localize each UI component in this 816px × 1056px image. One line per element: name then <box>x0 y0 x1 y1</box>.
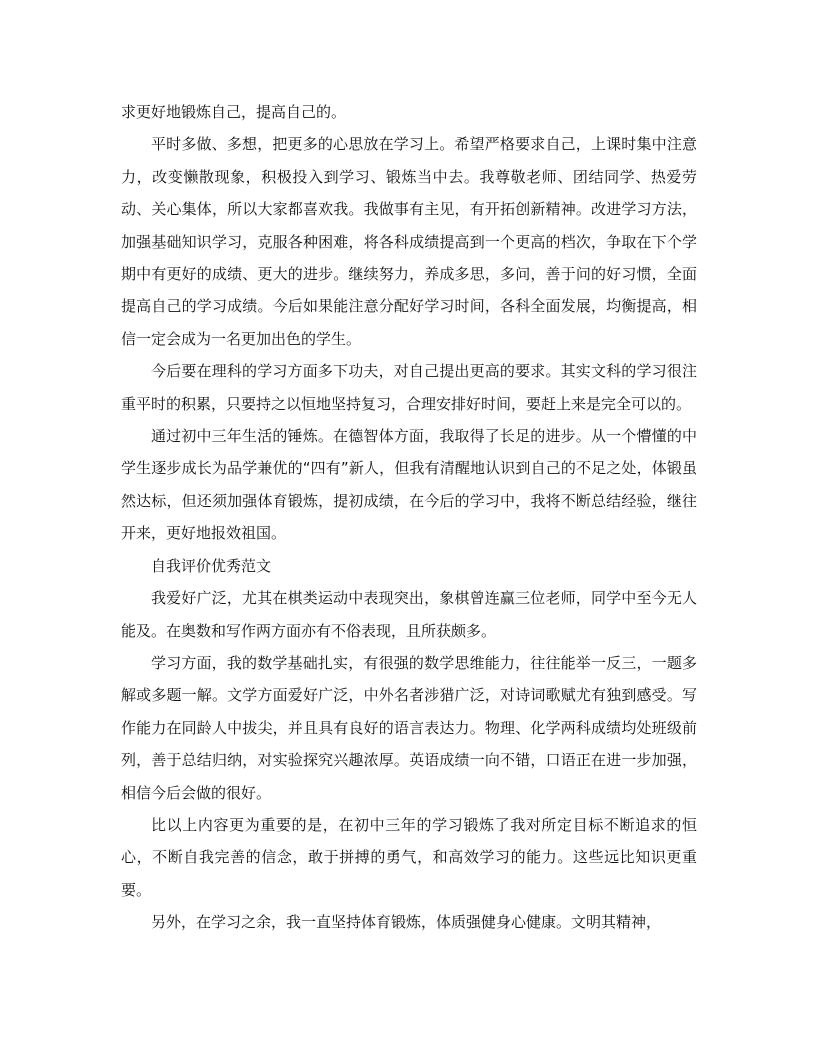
paragraph-perseverance: 比以上内容更为重要的是，在初中三年的学习锻炼了我对所定目标不断追求的恒心，不断自我完善的信念，敢于拼搏的勇气，和高效学习的能力。这些远比知识更重要。 <box>121 815 697 899</box>
section-heading: 自我评价优秀范文 <box>151 556 272 575</box>
paragraph-sports: 另外，在学习之余，我一直坚持体育锻炼，体质强健身心健康。文明其精神， <box>151 913 662 932</box>
paragraph-science-study: 今后要在理科的学习方面多下功夫，对自己提出更高的要求。其实文科的学习很注重平时的积累，只要持之以恒地坚持复习，合理安排好时间，要赶上来是完全可以的。 <box>121 362 697 413</box>
paragraph-academics: 学习方面，我的数学基础扎实，有很强的数学思维能力，往往能举一反三，一题多解或多题一解。文学方面爱好广泛，中外名者涉猎广泛，对诗词歌赋尤有独到感受。写作能力在同龄人中拔尖，并且具有良好的语言表达力。物理、化学两科成绩均处班级前列，善于总结归纳，对实验探究兴趣浓厚。英语成绩一向不错，口语正在进一步加强，相信今后会做的很好。 <box>121 653 697 802</box>
paragraph-study-attitude: 平时多做、多想，把更多的心思放在学习上。希望严格要求自己，上课时集中注意力，改变懒散现象，积极投入到学习、锻炼当中去。我尊敬老师、团结同学、热爱劳动、关心集体，所以大家都喜欢我。我做事有主见，有开拓创新精神。改进学习方法，加强基础知识学习，克服各种困难，将各科成绩提高到一个更高的档次，争取在下个学期中有更好的成绩、更大的进步。继续努力，养成多思，多问，善于问的好习惯，全面提高自己的学习成绩。今后如果能注意分配好学习时间，各科全面发展，均衡提高，相信一定会成为一名更加出色的学生。 <box>121 135 697 348</box>
paragraph-three-years: 通过初中三年生活的锤炼。在德智体方面，我取得了长足的进步。从一个懵懂的中学生逐步成长为品学兼优的“四有”新人，但我有清醒地认识到自己的不足之处，体锻虽然达标，但还须加强体育锻炼，提初成绩，在今后的学习中，我将不断总结经验，继往开来，更好地报效祖国。 <box>121 427 697 543</box>
paragraph-continuation: 求更好地锻炼自己，提高自己的。 <box>121 103 347 121</box>
paragraph-hobbies: 我爱好广泛，尤其在棋类运动中表现突出，象棋曾连赢三位老师，同学中至今无人能及。在奥数和写作两方面亦有不俗表现，且所获颇多。 <box>121 589 697 640</box>
document-body <box>121 96 697 939</box>
